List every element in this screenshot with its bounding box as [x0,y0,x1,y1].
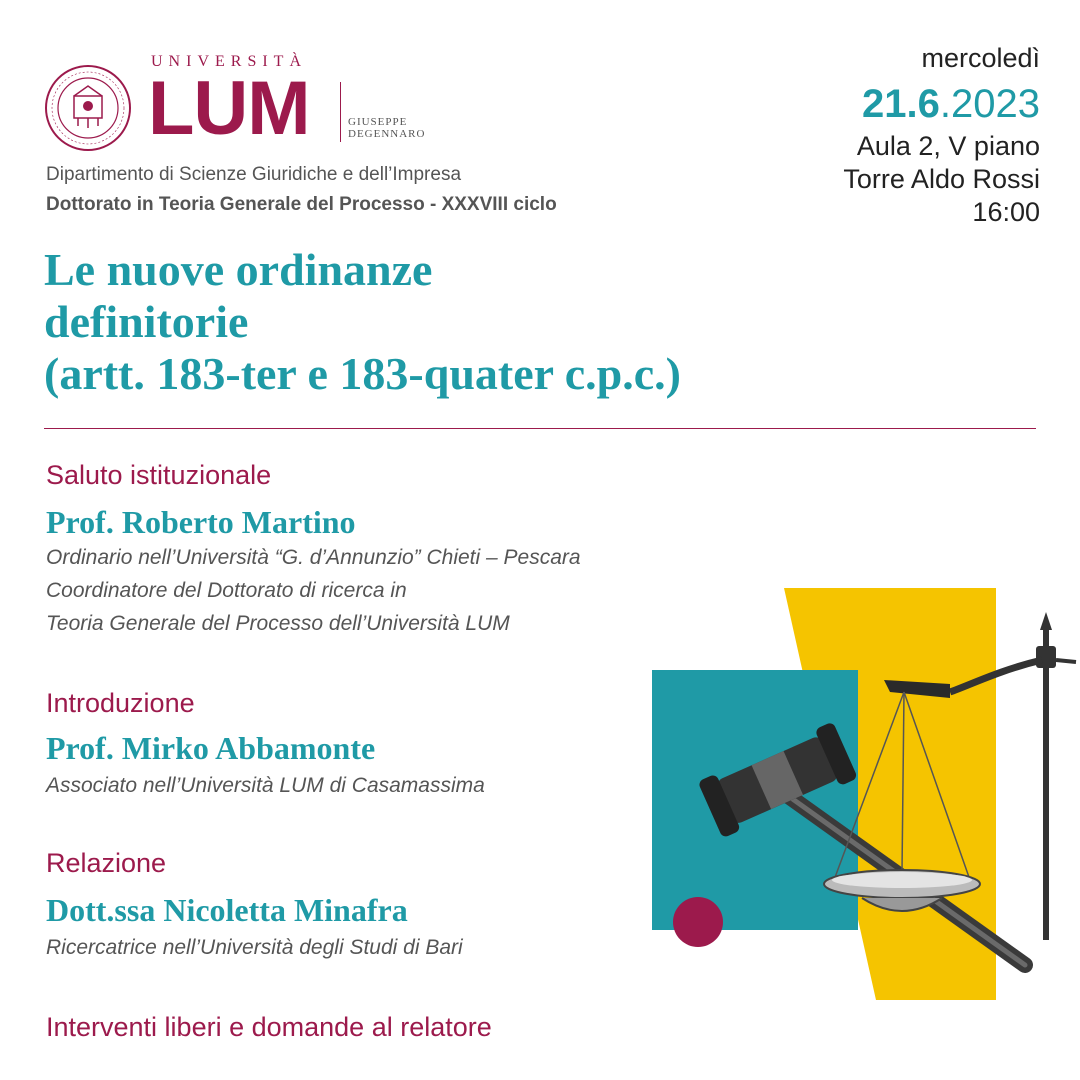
logo-lum-text: LUM [148,66,310,151]
welcome-speaker: Prof. Roberto Martino [46,504,356,540]
department-name: Dipartimento di Scienze Giuridiche e dell’Impresa [46,164,462,185]
welcome-role-line2: Coordinatore del Dottorato di ricerca in [46,579,407,602]
event-date [843,78,1040,130]
welcome-role-line1: Ordinario nell’Università “G. d’Annunzio” Chieti – Pescara [46,546,581,569]
event-weekday: mercoledì [921,43,1040,73]
welcome-role-line3: Teoria Generale del Processo dell’Università LUM [46,612,510,635]
accent-dot [673,897,723,947]
university-seal-icon [44,64,132,152]
logo-founder-line1: GIUSEPPE [348,116,408,128]
logo-divider [340,82,341,142]
intro-role: Associato nell’Università LUM di Casamassima [46,774,485,797]
logo-founder [348,116,425,140]
event-room: Aula 2, V piano [856,131,1040,161]
event-title-line3: (artt. 183-ter e 183-quater c.p.c.) [44,348,681,399]
welcome-label: Saluto istituzionale [46,460,272,490]
event-time: 16:00 [972,197,1040,227]
closing-label: Interventi liberi e domande al relatore [46,1012,492,1042]
intro-label: Introduzione [46,688,195,718]
doctorate-name: Dottorato in Teoria Generale del Processo - XXXVIII ciclo [46,194,557,215]
event-title-line2: definitorie [44,296,249,347]
event-title [44,244,804,400]
logo-founder-line2: DEGENNARO [348,128,426,140]
logo-universita-text: UNIVERSITÀ [151,53,307,70]
event-building: Torre Aldo Rossi [843,164,1040,194]
event-date-year: .2023 [939,82,1040,126]
title-divider [44,428,1036,429]
event-date-day-month: 21.6 [862,82,940,126]
event-details [843,42,1040,229]
event-title-line1: Le nuove ordinanze [44,244,433,295]
talk-label: Relazione [46,848,167,878]
justice-illustration [640,580,1080,1000]
talk-role: Ricercatrice nell’Università degli Studi di Bari [46,936,463,959]
talk-speaker: Dott.ssa Nicoletta Minafra [46,892,408,928]
intro-speaker: Prof. Mirko Abbamonte [46,730,376,766]
